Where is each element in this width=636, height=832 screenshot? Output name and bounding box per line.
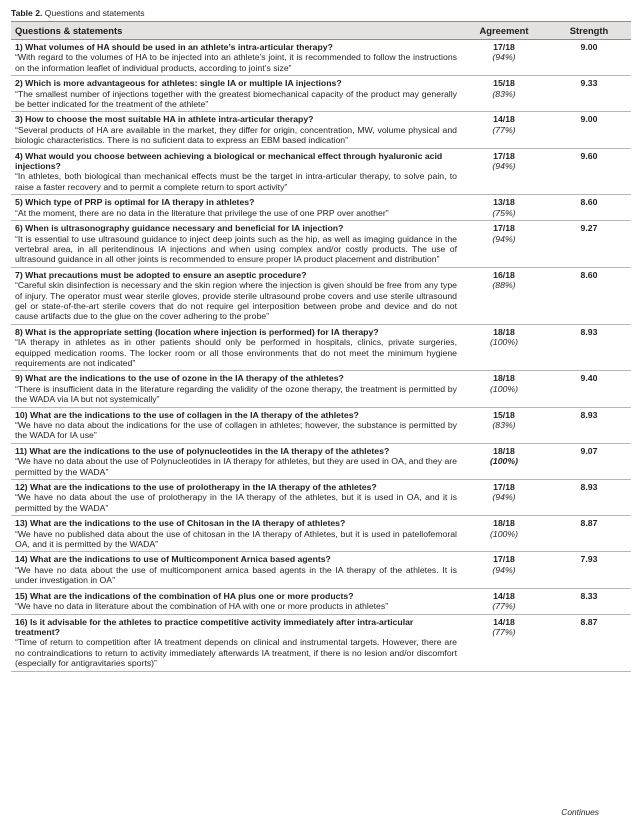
agreement-percent: (83%) bbox=[492, 420, 516, 430]
question-cell bbox=[11, 267, 461, 324]
agreement-value: 17/18 bbox=[493, 482, 515, 493]
strength-value: 9.27 bbox=[547, 221, 631, 268]
statement-text: “Time of return to competition after IA treatment depends on clinical and instrumental targets. However, there are no contraindications to return to activity immediately afterwards IA treatment, if there is no lesion and/or discomfort (especially for antigravitaries sports)” bbox=[15, 637, 457, 669]
table-row bbox=[11, 443, 631, 479]
agreement-percent: (94%) bbox=[492, 52, 516, 63]
question-text: 7) What precautions must be adopted to ensure an aseptic procedure? bbox=[15, 269, 307, 280]
strength-value: 8.60 bbox=[547, 267, 631, 324]
agreement-percent: (88%) bbox=[492, 280, 516, 291]
agreement-cell bbox=[461, 40, 547, 76]
question-cell bbox=[11, 516, 461, 552]
strength-value: 8.93 bbox=[547, 407, 631, 443]
strength-value: 8.33 bbox=[547, 588, 631, 614]
agreement-cell bbox=[461, 407, 547, 443]
question-text: 16) Is it advisable for the athletes to practice competitive activity immediately after intra-articular treatment? bbox=[15, 616, 414, 637]
statement-text: “At the moment, there are no data in the literature that privilege the use of one PRP over another” bbox=[15, 207, 389, 218]
table-row bbox=[11, 371, 631, 407]
table-row bbox=[11, 552, 631, 588]
question-text: 2) Which is more advantageous for athletes: single IA or multiple IA injections? bbox=[15, 78, 342, 89]
question-text: 5) Which type of PRP is optimal for IA therapy in athletes? bbox=[15, 197, 255, 208]
statement-text: “We have no data about the use of Polynucleotides in IA therapy for athletes, but they are used in OA, and they are permitted by the WADA” bbox=[15, 456, 457, 477]
question-cell bbox=[11, 588, 461, 614]
statement-text: “With regard to the volumes of HA to be injected into an athlete’s joint, it is recommended to follow the instructions on the information leaflet of individual products, according to joint’s size” bbox=[15, 52, 457, 73]
agreement-value: 18/18 bbox=[493, 373, 515, 384]
agreement-value: 17/18 bbox=[493, 223, 515, 234]
statement-text: “We have no published data about the use of chitosan in the IA therapy of Athletes, but it is used in patellofemoral OA, and it is permitted by the WADA” bbox=[15, 528, 457, 550]
agreement-cell bbox=[461, 76, 547, 112]
question-cell bbox=[11, 480, 461, 516]
agreement-cell bbox=[461, 195, 547, 221]
question-cell bbox=[11, 552, 461, 588]
agreement-percent: (94%) bbox=[492, 233, 516, 244]
header-agreement: Agreement bbox=[461, 22, 547, 40]
table-row bbox=[11, 324, 631, 371]
statement-text: “We have no data in literature about the combination of HA with one or more products in athletes” bbox=[15, 601, 389, 612]
table-row bbox=[11, 588, 631, 614]
agreement-value: 14/18 bbox=[493, 616, 515, 627]
question-text: 3) How to choose the most suitable HA in athlete intra-articular therapy? bbox=[15, 114, 314, 125]
strength-value: 8.87 bbox=[547, 516, 631, 552]
agreement-cell bbox=[461, 324, 547, 371]
agreement-cell bbox=[461, 371, 547, 407]
question-cell bbox=[11, 221, 461, 268]
question-text: 6) When is ultrasonography guidance necessary and beneficial for IA injection? bbox=[15, 223, 344, 234]
question-cell bbox=[11, 195, 461, 221]
question-cell bbox=[11, 614, 461, 671]
agreement-value: 17/18 bbox=[493, 554, 515, 565]
question-cell bbox=[11, 148, 461, 195]
statement-text: “In athletes, both biological than mechanical effects must be the target in intra-articular therapy, to solve pain, to raise a faster recovery and to permit a complete return to sport activity” bbox=[15, 171, 457, 192]
question-text: 15) What are the indications of the combination of HA plus one or more products? bbox=[15, 590, 354, 601]
agreement-value: 14/18 bbox=[493, 114, 515, 125]
agreement-percent: (75%) bbox=[492, 207, 516, 218]
agreement-cell bbox=[461, 516, 547, 552]
strength-value: 9.00 bbox=[547, 112, 631, 148]
question-text: 12) What are the indications to the use of prolotherapy in the IA therapy of the athletes? bbox=[15, 482, 377, 493]
strength-value: 9.40 bbox=[547, 371, 631, 407]
statement-text: “We have no data about the indications for the use of collagen in athletes; however, the substance is permitted by the WADA for IA use” bbox=[15, 420, 457, 441]
question-text: 13) What are the indications to the use of Chitosan in the IA therapy of athletes? bbox=[15, 518, 346, 529]
table-row bbox=[11, 76, 631, 112]
statement-text: “IA therapy in athletes as in other patients should only be performed in hospitals, clinics, private surgeries, equipped medication rooms. The locker room or all those environments that do not meet the minimum hygiene requirements are not indicated” bbox=[15, 337, 457, 368]
question-text: 10) What are the indications to the use of collagen in the IA therapy of the athletes? bbox=[15, 409, 359, 420]
strength-value: 8.87 bbox=[547, 614, 631, 671]
question-cell bbox=[11, 443, 461, 479]
question-text: 11) What are the indications to the use of polynucleotides in the IA therapy of the athletes? bbox=[15, 445, 390, 456]
table-body bbox=[11, 40, 631, 672]
agreement-cell bbox=[461, 267, 547, 324]
strength-value: 8.93 bbox=[547, 480, 631, 516]
question-cell bbox=[11, 76, 461, 112]
question-cell bbox=[11, 112, 461, 148]
header-questions: Questions & statements bbox=[11, 22, 461, 40]
agreement-cell bbox=[461, 552, 547, 588]
table-caption-text: Questions and statements bbox=[44, 8, 145, 18]
agreement-value: 15/18 bbox=[493, 78, 515, 89]
questions-table bbox=[11, 21, 631, 672]
strength-value: 9.07 bbox=[547, 443, 631, 479]
continues-note: Continues bbox=[561, 807, 599, 817]
question-text: 1) What volumes of HA should be used in an athlete’s intra-articular therapy? bbox=[15, 42, 333, 52]
question-cell bbox=[11, 324, 461, 371]
question-text: 9) What are the indications to the use of ozone in the IA therapy of the athletes? bbox=[15, 373, 344, 384]
table-row bbox=[11, 614, 631, 671]
agreement-percent: (94%) bbox=[492, 564, 516, 575]
agreement-cell bbox=[461, 443, 547, 479]
agreement-value: 13/18 bbox=[493, 197, 515, 208]
table-row bbox=[11, 148, 631, 195]
table-row bbox=[11, 516, 631, 552]
strength-value: 8.60 bbox=[547, 195, 631, 221]
document-page bbox=[11, 0, 631, 817]
agreement-percent: (77%) bbox=[492, 601, 516, 612]
agreement-percent: (94%) bbox=[492, 161, 516, 172]
statement-text: “We have no data about the use of prolotherapy in the IA therapy of the athletes, but it is used in OA, and it is permitted by the WADA” bbox=[15, 492, 457, 513]
strength-value: 9.00 bbox=[547, 40, 631, 76]
agreement-percent: (77%) bbox=[492, 626, 516, 637]
agreement-cell bbox=[461, 221, 547, 268]
agreement-percent: (100%) bbox=[489, 337, 518, 348]
table-row bbox=[11, 195, 631, 221]
strength-value: 9.60 bbox=[547, 148, 631, 195]
question-cell bbox=[11, 40, 461, 76]
table-row bbox=[11, 221, 631, 268]
agreement-cell bbox=[461, 614, 547, 671]
strength-value: 7.93 bbox=[547, 552, 631, 588]
statement-text: “It is essential to use ultrasound guidance to inject deep joints such as the hip, as well as imaging guidance in the vertebral area, in all peritendinous IA injections and when using complex and/or costly products. The use of ultrasound guidance in all other joints is recommended to ensure proper IA product placement and distribution” bbox=[15, 233, 457, 265]
statement-text: “There is insufficient data in the literature regarding the validity of the ozone therapy, the treatment is permitted by the WADA via IA but not systemically” bbox=[15, 383, 457, 405]
agreement-value: 17/18 bbox=[493, 42, 515, 52]
agreement-value: 18/18 bbox=[493, 445, 515, 456]
agreement-cell bbox=[461, 588, 547, 614]
agreement-percent: (77%) bbox=[492, 124, 516, 135]
agreement-percent: (100%) bbox=[489, 456, 518, 467]
agreement-percent: (83%) bbox=[492, 88, 516, 99]
table-row bbox=[11, 480, 631, 516]
agreement-value: 15/18 bbox=[493, 409, 515, 420]
table-caption-label: Table 2. bbox=[11, 8, 43, 18]
statement-text: “Careful skin disinfection is necessary and the skin region where the injection is given should be free from any type of injury. The operator must wear sterile gloves, provide sterile ultrasound probe covers and use sterile ultrasound gel or state-of-the-art sterile covers that do not require gel interposition between probe and device and do not cause artifacts due to the glue on the cover adhering to the probe” bbox=[15, 280, 457, 322]
statement-text: “Several products of HA are available in the market, they differ for origin, concentration, MW, volume physical and biologic characteristics. There is no suficient data to express an EBM based indication” bbox=[15, 124, 457, 146]
agreement-value: 16/18 bbox=[493, 269, 515, 280]
agreement-percent: (100%) bbox=[489, 528, 518, 539]
table-row bbox=[11, 267, 631, 324]
table-header-row bbox=[11, 22, 631, 40]
agreement-percent: (94%) bbox=[492, 492, 516, 503]
agreement-cell bbox=[461, 112, 547, 148]
table-row bbox=[11, 112, 631, 148]
agreement-percent: (100%) bbox=[489, 383, 518, 394]
table-row bbox=[11, 40, 631, 76]
agreement-value: 18/18 bbox=[493, 326, 515, 337]
question-cell bbox=[11, 407, 461, 443]
statement-text: “We have no data about the use of multicomponent arnica based agents in the IA therapy of the athletes. It is under investigation in OA” bbox=[15, 564, 457, 586]
agreement-value: 17/18 bbox=[493, 150, 515, 161]
question-text: 14) What are the indications to use of Multicomponent Arnica based agents? bbox=[15, 554, 331, 565]
strength-value: 8.93 bbox=[547, 324, 631, 371]
statement-text: “The smallest number of injections together with the greatest biomechanical capacity of the product may generally be better indicated for the treatment of the athlete” bbox=[15, 88, 457, 110]
question-cell bbox=[11, 371, 461, 407]
strength-value: 9.33 bbox=[547, 76, 631, 112]
table-caption bbox=[11, 7, 631, 21]
question-text: 8) What is the appropriate setting (location where injection is performed) for IA therapy? bbox=[15, 326, 379, 337]
agreement-cell bbox=[461, 148, 547, 195]
agreement-cell bbox=[461, 480, 547, 516]
header-strength: Strength bbox=[547, 22, 631, 40]
agreement-value: 14/18 bbox=[493, 590, 515, 601]
table-row bbox=[11, 407, 631, 443]
agreement-value: 18/18 bbox=[493, 518, 515, 529]
question-text: 4) What would you choose between achieving a biological or mechanical effect through hyaluronic acid injections? bbox=[15, 150, 443, 172]
